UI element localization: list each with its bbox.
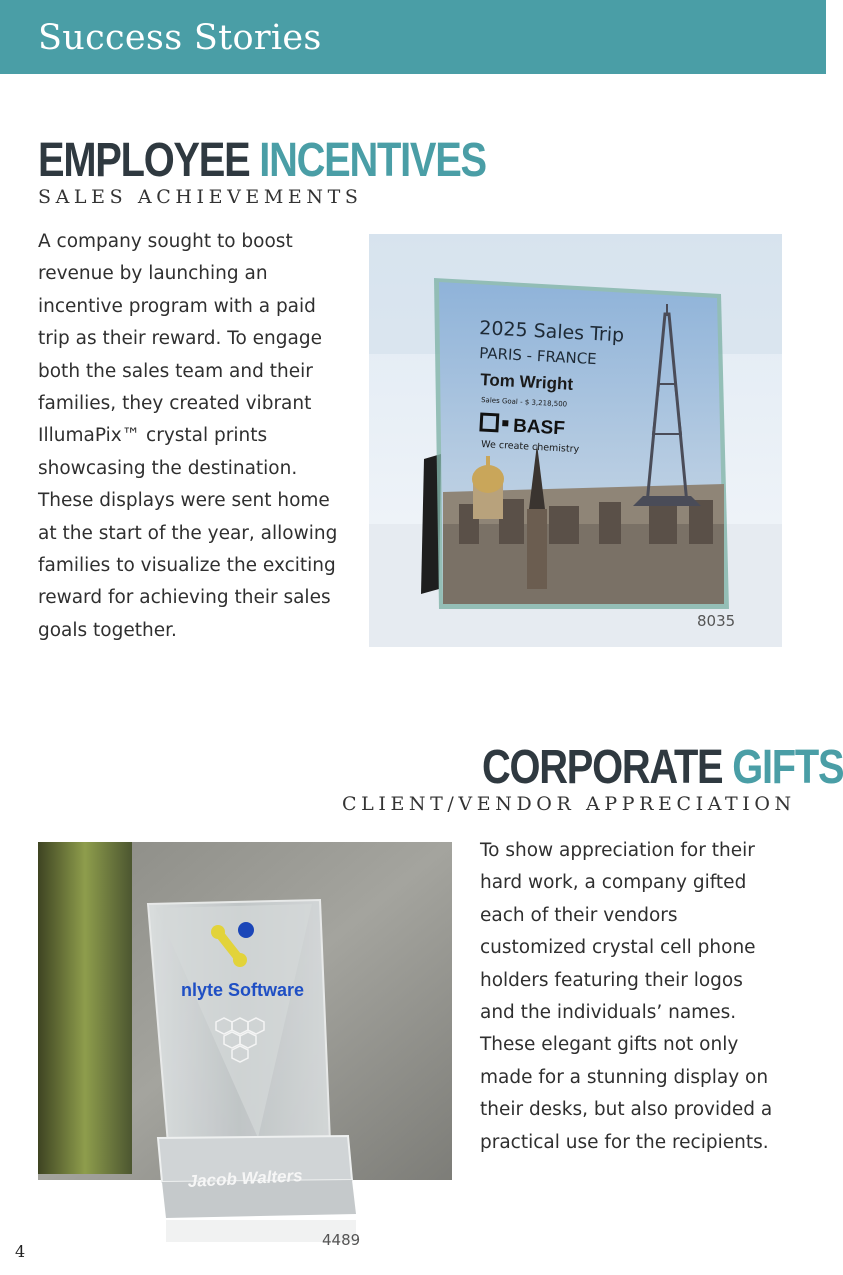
section1-heading-dark: EMPLOYEE	[38, 134, 250, 187]
body-line: showcasing the destination.	[38, 457, 298, 479]
body-line: and the individuals’ names.	[480, 1001, 737, 1023]
print-tagline: We create chemistry	[480, 439, 580, 456]
header-title: Success Stories	[38, 18, 322, 58]
section2-subheading: CLIENT/VENDOR APPRECIATION	[342, 793, 796, 815]
section1-heading-teal: INCENTIVES	[259, 134, 486, 187]
body-line: IllumaPix™ crystal prints	[38, 425, 268, 447]
body-line: families, they created vibrant	[38, 392, 312, 414]
body-line: practical use for the recipients.	[480, 1131, 769, 1153]
body-line: holders featuring their logos	[480, 969, 743, 991]
crystal-holder-photo	[38, 842, 452, 1262]
header-bar	[0, 0, 826, 74]
body-line: made for a stunning display on	[480, 1066, 769, 1088]
section2-heading-dark: CORPORATE	[482, 741, 723, 794]
body-line: trip as their reward. To engage	[38, 328, 322, 350]
body-line: To show appreciation for their	[480, 840, 755, 861]
body-line: hard work, a company gifted	[480, 872, 747, 894]
print-name: Tom Wright	[479, 370, 574, 394]
print-line2: PARIS - FRANCE	[478, 344, 598, 369]
section2-heading-teal: GIFTS	[732, 741, 843, 794]
body-line: families to visualize the exciting	[38, 554, 336, 576]
body-line: A company sought to boost	[38, 231, 293, 252]
print-line1: 2025 Sales Trip	[478, 317, 625, 347]
section2-body	[480, 835, 772, 1159]
product-number-4489: 4489	[322, 1231, 361, 1249]
body-line: revenue by launching an	[38, 263, 268, 285]
section1-heading	[38, 134, 486, 187]
section1-subheading: SALES ACHIEVEMENTS	[38, 186, 363, 208]
print-goal: Sales Goal - $ 3,218,500	[480, 396, 568, 409]
section2-heading	[482, 741, 843, 794]
body-line: reward for achieving their sales	[38, 587, 331, 609]
body-line: each of their vendors	[480, 904, 678, 926]
body-line: incentive program with a paid	[38, 295, 316, 317]
product-number-8035: 8035	[697, 612, 736, 630]
crystal-name: Jacob Walters	[187, 1166, 304, 1191]
body-line: These displays were sent home	[38, 490, 330, 512]
body-line: at the start of the year, allowing	[38, 522, 338, 544]
body-line: These elegant gifts not only	[480, 1034, 739, 1056]
page-number: 4	[15, 1242, 26, 1261]
crystal-holder-illustration	[38, 842, 452, 1262]
body-line: customized crystal cell phone	[480, 937, 756, 959]
body-line: goals together.	[38, 619, 177, 641]
body-line: their desks, but also provided a	[480, 1099, 773, 1121]
crystal-logo-text: nlyte Software	[181, 980, 305, 1000]
print-logo-text: BASF	[512, 415, 566, 440]
crystal-print-photo	[369, 234, 782, 647]
section1-body	[38, 226, 337, 647]
crystal-print-illustration	[369, 234, 782, 647]
body-line: both the sales team and their	[38, 360, 313, 382]
nlyte-logo-icon	[238, 922, 254, 938]
